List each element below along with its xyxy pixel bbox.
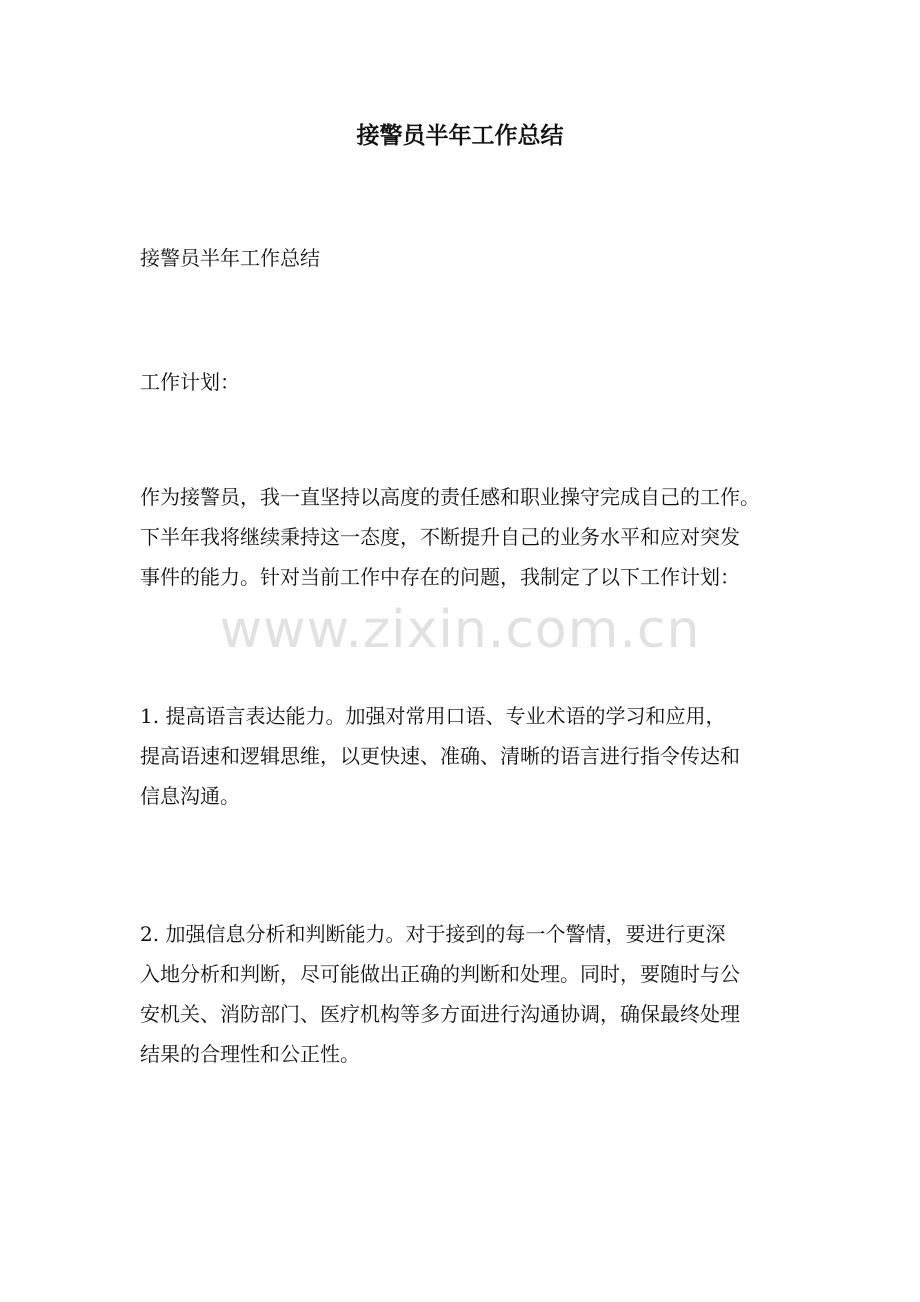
plan-item-1-line: 提高语速和逻辑思维，以更快速、准确、清晰的语言进行指令传达和 bbox=[140, 744, 740, 768]
document-title: 接警员半年工作总结 bbox=[356, 122, 564, 149]
intro-line: 作为接警员，我一直坚持以高度的责任感和职业操守完成自己的工作。 bbox=[140, 485, 760, 509]
document-subtitle: 接警员半年工作总结 bbox=[140, 246, 320, 270]
intro-line: 下半年我将继续秉持这一态度，不断提升自己的业务水平和应对突发 bbox=[140, 525, 740, 549]
section-heading: 工作计划： bbox=[140, 370, 240, 394]
intro-line: 事件的能力。针对当前工作中存在的问题，我制定了以下工作计划： bbox=[140, 565, 740, 589]
watermark: www.zixin.com.cn bbox=[219, 600, 701, 660]
plan-item-2-line: 结果的合理性和公正性。 bbox=[140, 1042, 360, 1066]
plan-item-2 bbox=[140, 914, 800, 1074]
plan-item-1-line: 1. 提高语言表达能力。加强对常用口语、专业术语的学习和应用， bbox=[140, 704, 726, 728]
intro-paragraph bbox=[140, 477, 800, 597]
plan-item-2-line: 安机关、消防部门、医疗机构等多方面进行沟通协调，确保最终处理 bbox=[140, 1002, 740, 1026]
plan-item-2-line: 入地分析和判断，尽可能做出正确的判断和处理。同时，要随时与公 bbox=[140, 962, 740, 986]
plan-item-2-line: 2. 加强信息分析和判断能力。对于接到的每一个警情，要进行更深 bbox=[140, 922, 726, 946]
plan-item-1 bbox=[140, 696, 800, 816]
plan-item-1-line: 信息沟通。 bbox=[140, 784, 240, 808]
